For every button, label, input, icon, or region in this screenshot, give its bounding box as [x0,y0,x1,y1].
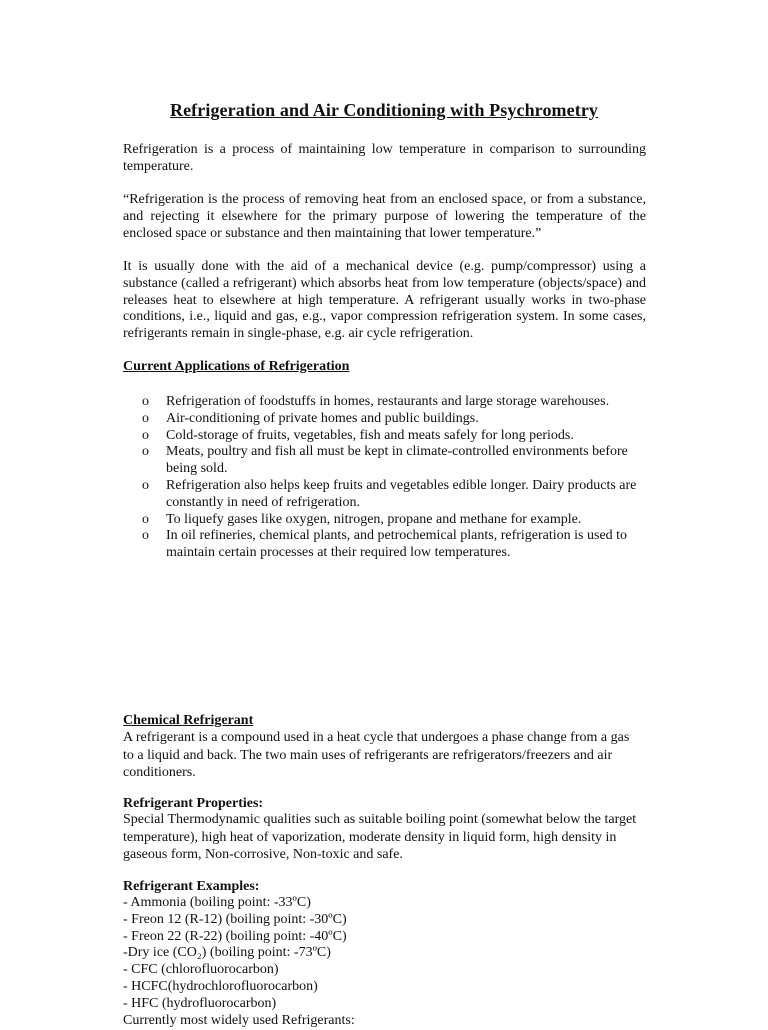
list-item [141,428,648,445]
bullet-marker: o [142,477,149,493]
intro-paragraph: Refrigeration is a process of maintaining low temperature in comparison to surrounding temperature. [123,142,646,174]
bullet-marker: o [142,410,149,426]
applications-heading: Current Applications of Refrigeration [123,359,350,374]
list-item: - Ammonia (boiling point: -33ºC) [123,895,311,910]
list-item [141,528,648,562]
list-item: - HCFC(hydrochlorofluorocarbon) [123,978,318,994]
list-item [141,512,648,529]
trailing-line: Currently most widely used Refrigerants: [123,1013,355,1028]
application-text: In oil refineries, chemical plants, and petrochemical plants, refrigeration is used to maintain certain processes at their required low temperatures. [166,528,628,561]
application-text: Refrigeration also helps keep fruits and vegetables edible longer. Dairy products are constantly in need of refrigeration. [166,477,637,510]
bullet-marker: o [142,511,149,527]
bullet-marker: o [142,394,149,409]
list-item: - HFC (hydrofluorocarbon) [123,995,277,1011]
bullet-marker: o [142,427,149,443]
bullet-marker: o [142,444,149,460]
properties-text: Special Thermodynamic qualities such as suitable boiling point (somewhat below the target temperature), high heat of vaporization, moderate density in liquid form, high density in gaseous form, Non-corrosive, Non-toxic and safe. [123,812,637,862]
application-text: Air-conditioning of private homes and public buildings. [166,410,479,426]
bullet-marker: o [142,528,149,544]
document-title: Refrigeration and Air Conditioning with Psychrometry [169,100,599,120]
examples-list [123,895,347,1013]
application-text: Meats, poultry and fish all must be kept in climate-controlled environments before being sold. [166,444,628,477]
application-text: Refrigeration of foodstuffs in homes, restaurants and large storage warehouses. [166,394,610,409]
list-item [141,478,648,512]
list-item: -Dry ice (CO₂) (boiling point: -73ºC) [123,945,331,961]
applications-list [141,394,648,562]
method-paragraph: It is usually done with the aid of a mechanical device (e.g. pump/compressor) using a substance (called a refrigerant) which absorbs heat from low temperature (objects/space) and releases heat to elsewhere at high temperature. A refrigerant usually works in two-phase conditions, i.e., liquid and gas, e.g., vapor compression refrigeration system. In some cases, refrigerants remain in single-phase, e.g. air cycle refrigeration. [123,259,646,342]
properties-heading: Refrigerant Properties: [123,796,264,811]
list-item [141,394,648,411]
application-text: To liquefy gases like oxygen, nitrogen, propane and methane for example. [166,511,582,527]
list-item [141,411,648,428]
examples-heading: Refrigerant Examples: [123,879,260,894]
list-item: - Freon 12 (R-12) (boiling point: -30ºC) [123,911,347,927]
list-item: - CFC (chlorofluorocarbon) [123,962,279,978]
chemical-refrigerant-heading: Chemical Refrigerant [123,713,254,728]
chemical-refrigerant-text: A refrigerant is a compound used in a heat cycle that undergoes a phase change from a gas to a liquid and back. The two main uses of refrigerants are refrigerators/freezers and air conditioners. [123,730,630,780]
list-item [141,444,648,478]
application-text: Cold-storage of fruits, vegetables, fish and meats safely for long periods. [166,427,574,443]
definition-quote: “Refrigeration is the process of removing heat from an enclosed space, or from a substance, and rejecting it elsewhere for the primary purpose of lowering the temperature of the enclosed space or substance and then maintaining that lower temperature.” [123,192,646,241]
list-item: - Freon 22 (R-22) (boiling point: -40ºC) [123,928,347,944]
